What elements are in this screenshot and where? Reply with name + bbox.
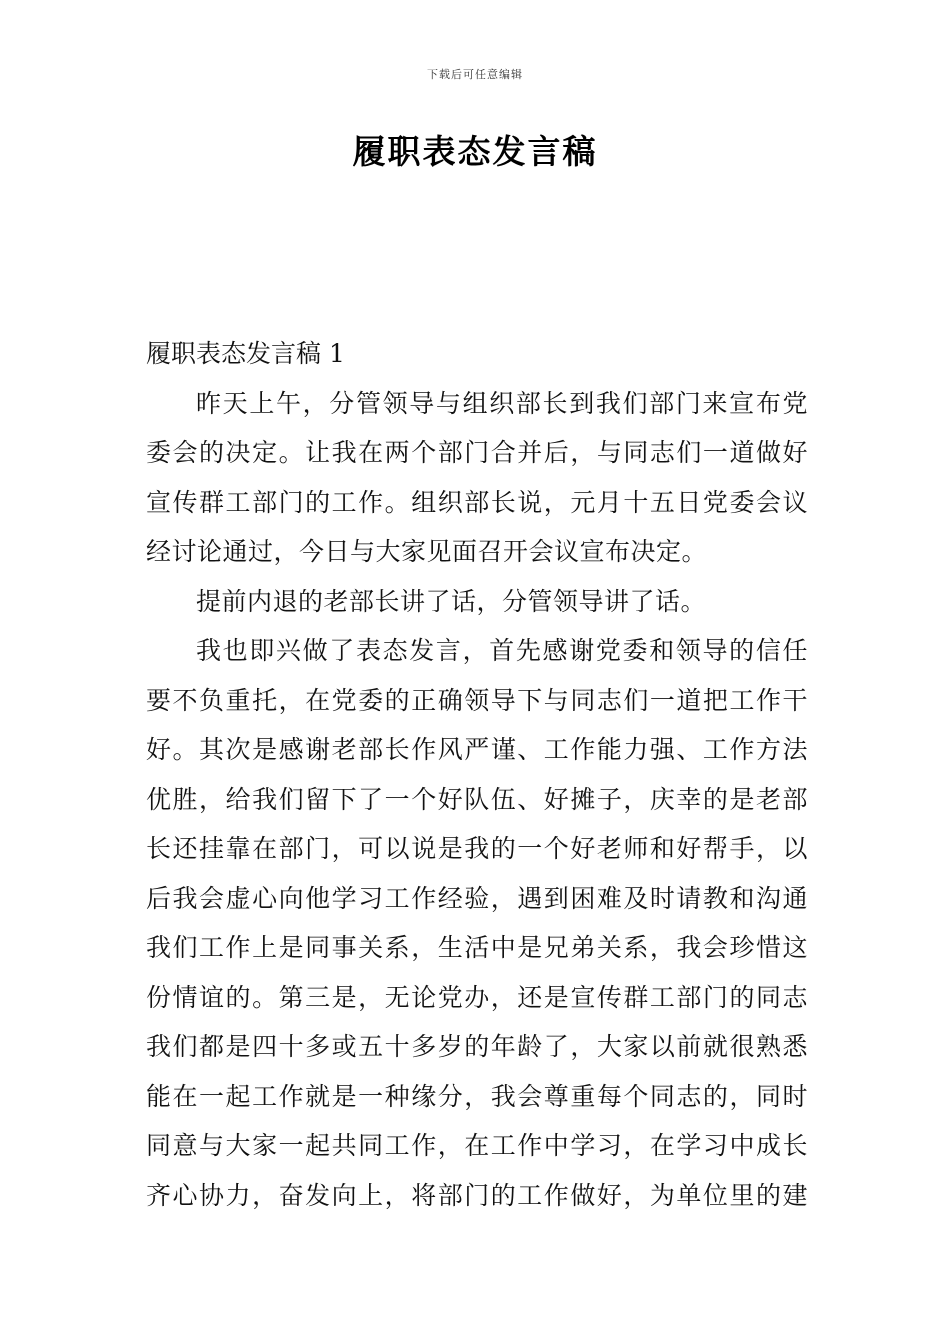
paragraph-3: [146, 626, 808, 1220]
section-heading-text: 履职表态发言稿 1: [146, 339, 345, 368]
paragraph-line: 长还挂靠在部门，可以说是我的一个好老师和好帮手，以: [146, 834, 808, 863]
paragraph-line: 我也即兴做了表态发言，首先感谢党委和领导的信任: [196, 636, 808, 665]
paragraph-line: 同意与大家一起共同工作，在工作中学习，在学习中成长: [146, 1131, 808, 1160]
paragraph-line: 宣传群工部门的工作。组织部长说，元月十五日党委会议: [146, 487, 808, 517]
paragraph-line: 昨天上午，分管领导与组织部长到我们部门来宣布党: [196, 388, 808, 418]
paragraph-line: 我们工作上是同事关系，生活中是兄弟关系，我会珍惜这: [146, 933, 808, 962]
paragraph-line: 份情谊的。第三是，无论党办，还是宣传群工部门的同志: [146, 982, 808, 1012]
paragraph-line: 能在一起工作就是一种缘分，我会尊重每个同志的，同时: [146, 1081, 808, 1111]
document-title: 履职表态发言稿: [352, 132, 598, 171]
paragraph-line: 好。其次是感谢老部长作风严谨、工作能力强、工作方法: [146, 735, 808, 764]
paragraph-line: 委会的决定。让我在两个部门合并后，与同志们一道做好: [146, 438, 808, 467]
paragraph-line: 经讨论通过，今日与大家见面召开会议宣布决定。: [146, 537, 708, 566]
paragraph-line: 优胜，给我们留下了一个好队伍、好摊子，庆幸的是老部: [146, 784, 808, 814]
document-body: [146, 329, 808, 1220]
section-heading: [146, 329, 808, 379]
paragraph-line: 后我会虚心向他学习工作经验，遇到困难及时请教和沟通: [146, 883, 808, 913]
paragraph-line: 齐心协力，奋发向上，将部门的工作做好，为单位里的建: [146, 1180, 808, 1210]
header-note: 下载后可任意编辑: [427, 68, 523, 81]
paragraph-1: [146, 379, 808, 577]
paragraph-line: 提前内退的老部长讲了话，分管领导讲了话。: [196, 586, 707, 616]
paragraph-2: [146, 577, 808, 627]
paragraph-line: 我们都是四十多或五十多岁的年龄了，大家以前就很熟悉: [146, 1032, 808, 1061]
paragraph-line: 要不负重托，在党委的正确领导下与同志们一道把工作干: [146, 685, 808, 715]
